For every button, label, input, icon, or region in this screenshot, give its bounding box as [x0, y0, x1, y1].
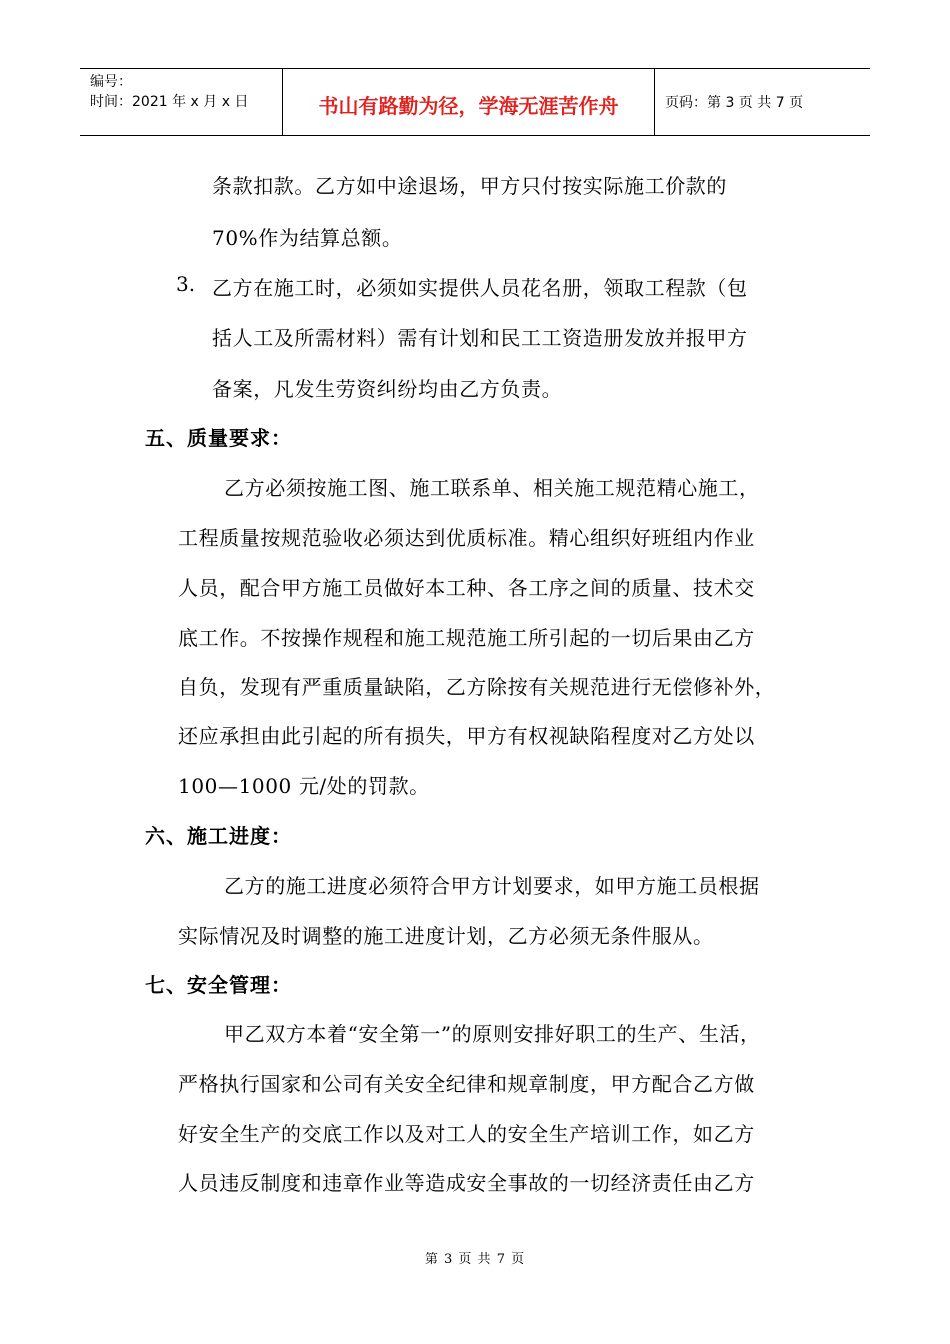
header-page-info: [655, 69, 870, 135]
body-line: 100—1000 元/处的罚款。: [178, 774, 430, 798]
body-line: 人员违反制度和违章作业等造成安全事故的一切经济责任由乙方: [178, 1171, 755, 1195]
body-line: 严格执行国家和公司有关安全纪律和规章制度，甲方配合乙方做: [178, 1072, 755, 1096]
doc-date: 时间：2021 年 x 月 x 日: [90, 94, 249, 110]
list-number: 3.: [176, 272, 196, 296]
body-line: 乙方必须按施工图、施工联系单、相关施工规范精心施工，: [224, 476, 760, 500]
section-heading-quality: 五、质量要求：: [145, 426, 292, 450]
doc-number-label: 编号：: [90, 74, 132, 90]
page-header: [80, 68, 870, 136]
header-page-text: 页码：第 3 页 共 7 页: [665, 95, 804, 111]
body-line: 乙方在施工时，必须如实提供人员花名册，领取工程款（包: [212, 276, 748, 300]
header-motto-cell: [283, 69, 655, 135]
page-footer: 第 3 页 共 7 页: [424, 1252, 526, 1267]
body-line: 70%作为结算总额。: [212, 226, 403, 250]
body-line: 条款扣款。乙方如中途退场，甲方只付按实际施工价款的: [212, 174, 727, 198]
body-line: 人员，配合甲方施工员做好本工种、各工序之间的质量、技术交: [178, 576, 755, 600]
body-line: 自负，发现有严重质量缺陷，乙方除按有关规范进行无偿修补外，: [178, 675, 776, 699]
section-heading-safety: 七、安全管理：: [145, 973, 292, 997]
body-line: 乙方的施工进度必须符合甲方计划要求，如甲方施工员根据: [224, 874, 760, 898]
body-line: 工程质量按规范验收必须达到优质标准。精心组织好班组内作业: [178, 526, 755, 550]
header-meta: [80, 69, 283, 135]
header-motto: 书山有路勤为径，学海无涯苦作舟: [318, 93, 619, 118]
body-line: 底工作。不按操作规程和施工规范施工所引起的一切后果由乙方: [178, 626, 755, 650]
body-line: 实际情况及时调整的施工进度计划，乙方必须无条件服从。: [178, 924, 714, 948]
body-line: 备案，凡发生劳资纠纷均由乙方负责。: [212, 377, 563, 401]
body-line: 还应承担由此引起的所有损失，甲方有权视缺陷程度对乙方处以: [178, 724, 755, 748]
body-line: 括人工及所需材料）需有计划和民工工资造册发放并报甲方: [212, 326, 748, 350]
body-line: 好安全生产的交底工作以及对工人的安全生产培训工作，如乙方: [178, 1122, 755, 1146]
section-heading-progress: 六、施工进度：: [145, 824, 292, 848]
body-line: 甲乙双方本着“安全第一”的原则安排好职工的生产、生活，: [224, 1022, 761, 1046]
